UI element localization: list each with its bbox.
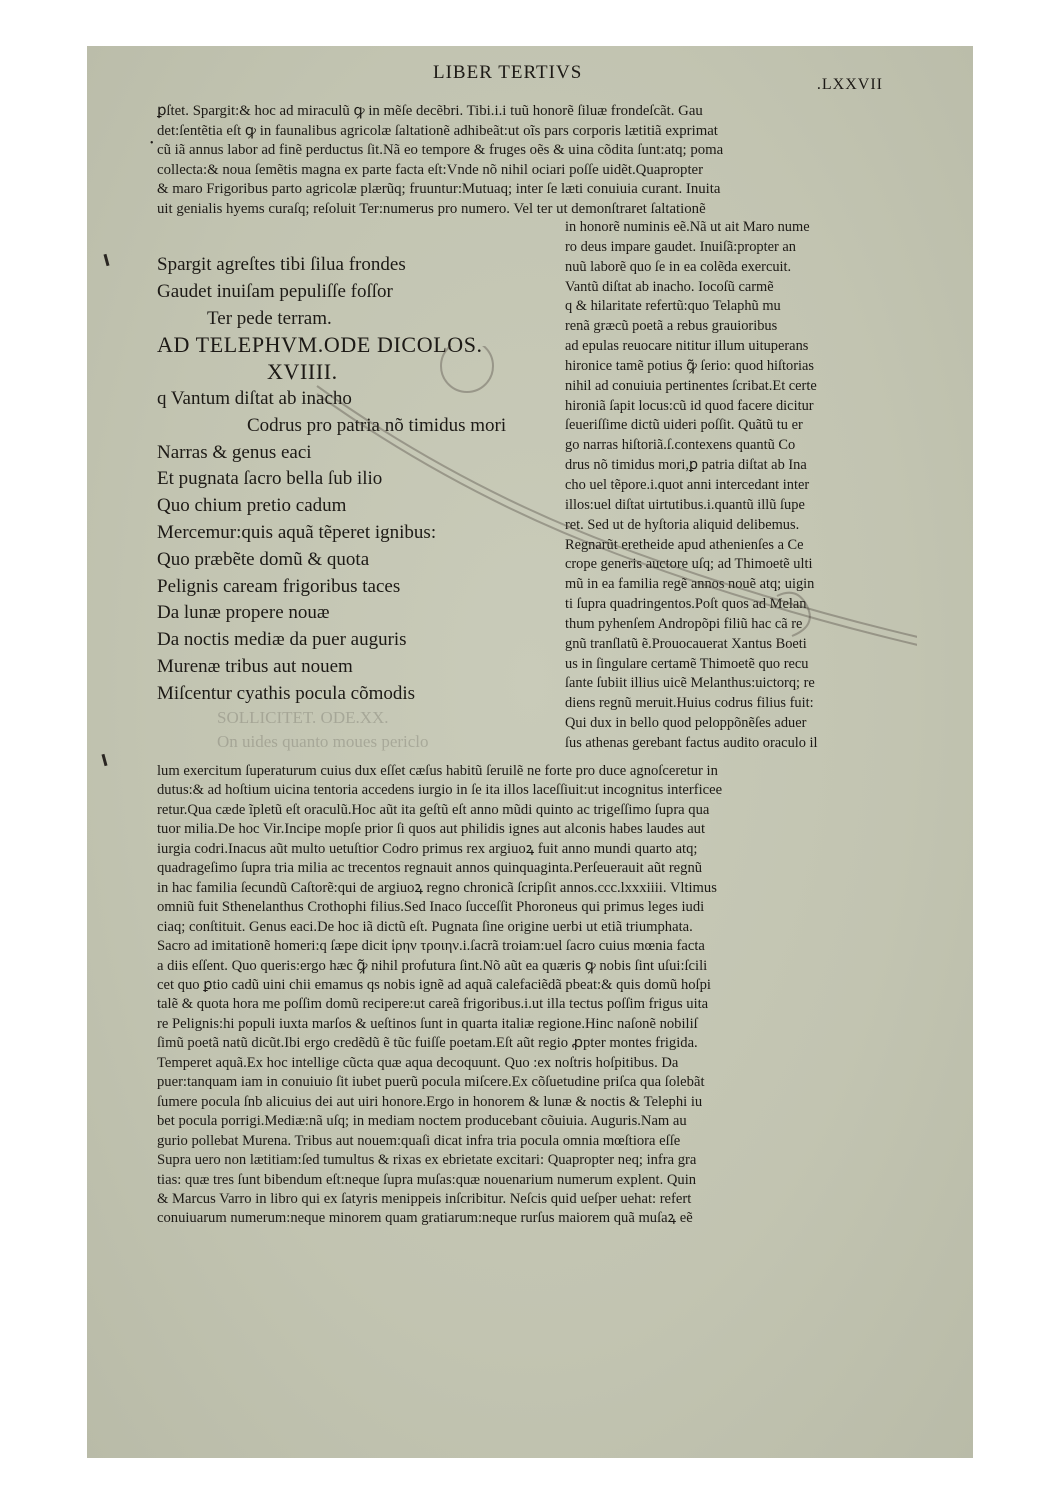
text-line: iurgia codri.Inacus aũt multo uetuſtior Codro primus rex argiuoꝝ fuit anno mundi quarto atq; bbox=[157, 840, 698, 857]
text-line: & Marcus Varro in libro qui ex ſatyris menippeis inſcribitur. Neſcis quid ueſper uehat: refert bbox=[157, 1190, 692, 1207]
verse-line: Murenæ tribus aut nouem bbox=[157, 655, 353, 677]
text-line: collecta:& noua ſemẽtis magna ex parte facta eſt:Vnde nõ nihil ociari poſſe uidẽt.Quapropter bbox=[157, 161, 704, 178]
verse-line: Mercemur:quis aquã tẽperet ignibus: bbox=[157, 521, 437, 543]
text-line: talẽ & quota hora me poſſim domũ recipere:ut careã frigoribus.i.ut illa tectus poſſim frigus uita bbox=[157, 996, 709, 1013]
text-line: ſus athenas gerebant factus audito oraculo il bbox=[565, 734, 818, 751]
verse-line: XVIIII. bbox=[267, 359, 338, 385]
text-line: Qui dux in bello quod peloppõnẽſes aduer bbox=[565, 715, 807, 732]
text-line: bet pocula porrigi.Mediæ:nã uſq; in mediam noctem producebant cõuiuia. Auguris.Nam au bbox=[157, 1113, 687, 1130]
text-line: cho uel tẽpore.i.quot anni intercedant inter bbox=[565, 476, 810, 493]
text-line: drus nõ timidus mori,ꝑ patria diſtat ab Ina bbox=[565, 457, 807, 474]
text-line: cet quo ꝑtio cadũ uini chii emamus qs nobis ignẽ ad aquã calefaciẽdã pbeat:& quis domũ hoſpi bbox=[157, 976, 711, 993]
text-line: ad epulas reuocare nititur illum uituperans bbox=[565, 338, 809, 355]
text-line: & maro Frigoribus parto agricolæ plærũq; fruuntur:Mutuaq; inter ſe læti conuiuia curant. Inuita bbox=[157, 181, 721, 198]
text-line: ꝑſtet. Spargit:& hoc ad miraculũ ꝙ in mẽſe decẽbri. Tibi.i.i tuũ honorẽ ſiluæ frondeſcãt. Gau bbox=[157, 103, 703, 119]
text-line: nuũ laborẽ quo ſe in ea colẽda exercuit. bbox=[565, 258, 792, 275]
verse-line: Pelignis caream frigoribus taces bbox=[157, 575, 401, 597]
text-line: ſante ſubiit illius uicẽ Melanthus:uictorq; re bbox=[565, 675, 815, 692]
text-line: ti ſupra quadringentos.Poſt quos ad Melan bbox=[565, 596, 807, 613]
text-line: ro deus impare gaudet. Inuiſã:propter an bbox=[565, 238, 796, 255]
text-line: crope generis auctore uſq; ad Thimoetẽ ulti bbox=[565, 556, 813, 573]
text-line: gnũ tranſlatũ ẽ.Prouocauerat Xantus Boeti bbox=[565, 635, 807, 652]
commentary-top-block bbox=[157, 102, 917, 220]
commentary-bottom-block bbox=[157, 762, 919, 1229]
text-line: ſimũ poetã natũ dicũt.Ibi ergo credẽdũ ẽ tũc fuiſſe poetam.Eſt aũt regio ꝓpter montes frigida. bbox=[157, 1035, 698, 1052]
text-line: conuiuarum numerum:neque minorem quam gratiarum:neque rurſus maiorem quã muſaꝝ eẽ bbox=[157, 1210, 693, 1227]
verse-line: Et pugnata ſacro bella ſub ilio bbox=[157, 468, 383, 490]
text-line: dutus:& ad hoſtium uicina tentoria accedens iurgio in ſe ita illos laceſſiuit:ut incognitus interficee bbox=[157, 782, 723, 799]
text-line: quadrageſimo ſupra tria milia ac trecentos regnauit annos quinquaginta.Perſeuerauit aũt regnũ bbox=[157, 860, 703, 877]
text-line: tuor milia.De hoc Vir.Incipe mopſe prior ſi quos aut philidis ignes aut alconis habes laudes aut bbox=[157, 821, 706, 838]
verse-line: Narras & genus eaci bbox=[157, 441, 312, 463]
text-line: ſumere pocula ſnb alicuius dei aut uiri honore.Ergo in honorem & lunæ & noctis & Telephi iu bbox=[157, 1093, 703, 1110]
verse-line: Ter pede terram. bbox=[207, 307, 332, 329]
text-line: mũ in ea familia regẽ annos nouẽ atq; uigin bbox=[565, 576, 815, 593]
show-through-line: SOLLICITET. ODE.XX. bbox=[217, 708, 389, 727]
verse-line: Miſcentur cyathis pocula cõmodis bbox=[157, 682, 416, 704]
verse-line: Da noctis mediæ da puer auguris bbox=[157, 629, 407, 651]
verse-line: q Vantum diſtat ab inacho bbox=[157, 387, 352, 409]
text-line: det:ſentẽtia eſt ꝙ in faunalibus agricolæ ſaltationẽ adhibeãt:ut oĩs pars corporis lætitiã exprimat bbox=[157, 122, 718, 139]
verse-line: AD TELEPHVM.ODE DICOLOS. bbox=[157, 332, 483, 358]
margin-tick-mark bbox=[103, 254, 109, 266]
text-line: re Pelignis:hi populi iuxta marſos & ueſtinos ſunt in quarta italiæ regione.Hinc naſonẽ nobiliſ bbox=[157, 1015, 698, 1032]
text-line: Temperet aquã.Ex hoc intellige cũcta quæ aqua decoquunt. Quo :ex noſtris hoſpitibus. Da bbox=[157, 1054, 679, 1071]
text-line: Sacro ad imitationẽ homeri:q ſæpe dicit ἱρην τροιην.i.ſacrã troiam:uel ſacro cuius mœnia facta bbox=[157, 938, 705, 955]
show-through-line: On uides quanto moues periclo bbox=[217, 732, 429, 751]
running-head: LIBER TERTIVS bbox=[433, 62, 583, 83]
text-line: ret. Sed ut de hyſtoria aliquid delibemus. bbox=[565, 516, 800, 533]
text-line: tias: quæ tres ſunt bibendum eſt:neque ſupra muſas:quæ nouenarium numerum explent. Quin bbox=[157, 1171, 697, 1188]
verse-line: Spargit agreſtes tibi ſilua frondes bbox=[157, 254, 406, 275]
verse-line: Quo chium pretio cadum bbox=[157, 495, 347, 517]
text-line: retur.Qua cæde ĩpletũ eſt oraculũ.Hoc aũt ita geſtũ eſt anno mũdi quinto ac trigeſſimo ſupra qua bbox=[157, 801, 710, 818]
text-line: omniũ fuit Sthenelanthus Crothophi filius.Sed Inaco ſucceſſit Phoroneus qui primus leges iudi bbox=[157, 899, 705, 916]
text-line: in honorẽ numinis eẽ.Nã ut ait Maro nume bbox=[565, 219, 810, 235]
text-line: puer:tanquam iam in conuiuio ſit iubet puerũ pocula miſcere.Ex cõſuetudine priſca qua ſolebãt bbox=[157, 1074, 705, 1091]
text-line: Regnarũt eretheide apud athenienſes a Ce bbox=[565, 536, 804, 553]
text-line: renã græcũ poetã a rebus grauioribus bbox=[565, 318, 778, 335]
text-line: hironiã ſapit locus:cũ id quod facere dicitur bbox=[565, 397, 814, 414]
text-line: ſeueriſſime dictũ uideri poſſit. Quãtũ tu er bbox=[565, 417, 803, 434]
text-line: illos:uel diſtat uirtutibus.i.quantũ illũ ſupe bbox=[565, 496, 805, 513]
text-line: us in ſingulare certamẽ Thimoetẽ quo recu bbox=[565, 655, 809, 672]
verse-line: Da lunæ propere nouæ bbox=[157, 602, 330, 624]
text-line: uit genialis hyems curaſq; reſoluit Ter:numerus pro numero. Vel ter ut demonſtraret ſaltationẽ bbox=[157, 200, 706, 217]
text-line: a diis eſſent. Quo queris:ergo hæc ꝙ̃ nihil profutura ſint.Nõ aũt ea quæris ꝙ nobis ſint uſui:ſcili bbox=[157, 957, 708, 974]
poem-text bbox=[157, 252, 557, 708]
margin-tick-mark bbox=[101, 754, 107, 766]
text-line: Supra uero non lætitiam:ſed tumultus & rixas ex ebrietate excitari: Quapropter neq; infra gra bbox=[157, 1152, 697, 1169]
text-line: thum pyhenſem Andropõpi filiũ hac cã re bbox=[565, 615, 803, 632]
verse-line: Codrus pro patria nõ timidus mori bbox=[247, 414, 507, 436]
text-line: nihil ad conuiuia pertinentes ſcribat.Et certe bbox=[565, 377, 817, 394]
commentary-right-column bbox=[565, 218, 919, 754]
verse-line: Gaudet inuiſam pepuliſſe foſſor bbox=[157, 280, 393, 302]
text-line: gurio pollebat Murena. Tribus aut nouem:quaſi dicat infra tria pocula omnia mœſtiora eſſe bbox=[157, 1132, 681, 1149]
text-line: ciaq; conſtituit. Genus eaci.De hoc iã dictũ eſt. Pugnata ſine origine uerbi ut etiã triumphata. bbox=[157, 918, 693, 935]
text-line: lum exercitum ſuperaturum cuius dux eſſet cæſus habitũ ſeruilẽ ne forte pro duce agnoſceretur in bbox=[157, 763, 718, 779]
manuscript-page bbox=[87, 46, 973, 1458]
text-line: go narras hiſtoriã.ſ.contexens quantũ Co bbox=[565, 437, 796, 454]
text-line: Vantũ diſtat ab inacho. Iocoſũ carmẽ bbox=[565, 278, 774, 295]
show-through-text bbox=[217, 706, 429, 754]
text-line: in hac familia ſecundũ Caſtorẽ:qui de argiuoꝝ regno chronicã ſcripſit annos.ccc.lxxxiiii. Vltimus bbox=[157, 879, 717, 896]
text-line: q & hilaritate refertũ:quo Telaphũ mu bbox=[565, 298, 781, 315]
text-line: diens regnũ meruit.Huius codrus filius fuit: bbox=[565, 695, 814, 712]
text-line: hironice tamẽ potius ꝙ̃ ſerio: quod hiſtorias bbox=[565, 357, 815, 374]
text-line: cũ iã annus labor ad finẽ perductus ſit.Nã eo tempore & fruges oẽs & uina cõdita ſunt:atq; poma bbox=[157, 142, 724, 159]
margin-dot: • bbox=[150, 138, 154, 149]
folio-number: .LXXVII bbox=[816, 76, 883, 93]
verse-line: Quo præbẽte domũ & quota bbox=[157, 548, 370, 570]
